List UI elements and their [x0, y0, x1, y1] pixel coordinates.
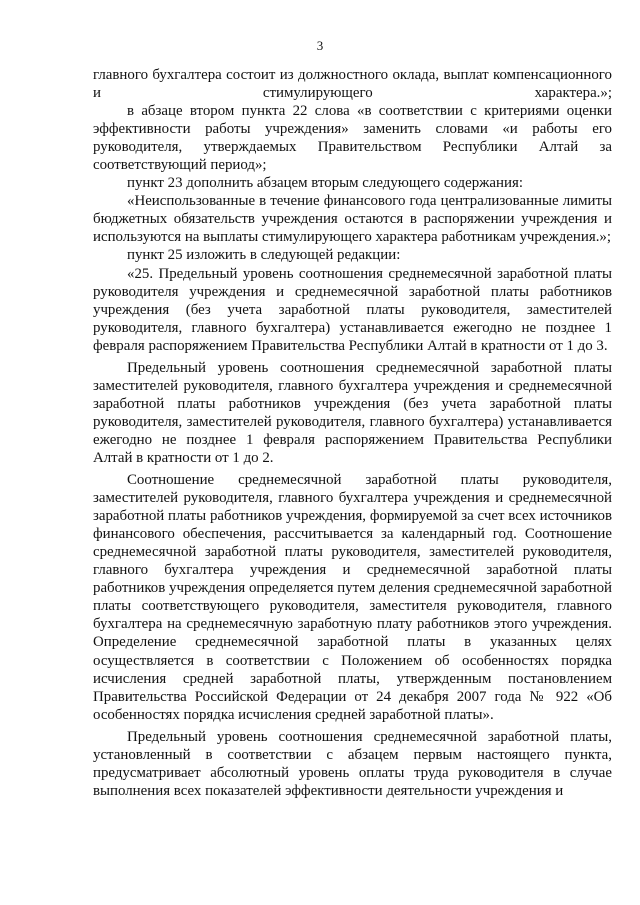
paragraph-p25-item: «25. Предельный уровень соотношения среднемесячной заработной платы руководителя учреждения и среднемесячной заработной платы работников учреждения (без учета заработной платы руководителя, заместителей руководителя, главного бухгалтера) устанавливается ежегодно не позднее 1 февраля распоряжением Правительства Республики Алтай в кратности от 1 до 3.	[93, 265, 612, 354]
paragraph-amend-p23: пункт 23 дополнить абзацем вторым следующего содержания:	[127, 175, 523, 192]
paragraph-amend-p22: в абзаце втором пункта 22 слова «в соответствии с критериями оценки эффективности работы учреждения» заменить словами «и работы его руководителя, утверждаемых Правительством Республики Алтай за соответствующий период»;	[93, 103, 612, 174]
paragraph-max-level: Предельный уровень соотношения среднемесячной заработной платы, установленный в соответствии с абзацем первым настоящего пункта, предусматривает абсолютный уровень оплаты труда руководителя в случае выполнения всех показателей эффективности деятельности учреждения и	[93, 728, 612, 799]
paragraph-amend-p25: пункт 25 изложить в следующей редакции:	[127, 247, 401, 264]
paragraph-ratio-calculation: Соотношение среднемесячной заработной платы руководителя, заместителей руководителя, главного бухгалтера учреждения и среднемесячной заработной платы работников учреждения, формируемой за счет всех источников финансового обеспечения, рассчитывается за календарный год. Соотношение среднемесячной заработной платы руководителя, заместителей руководителя, главного бухгалтера учреждения и среднемесячной заработной платы работников учреждения определяется путем деления среднемесячной заработной платы соответствующего руководителя, заместителя руководителя, главного бухгалтера на среднемесячную заработную плату работников этого учреждения. Определение среднемесячной заработной платы в указанных целях осуществляется в соответствии с Положением об особенностях порядка исчисления средней заработной платы, утвержденным постановлением Правительства Российской Федерации от 24 декабря 2007 года № 922 «Об особенностях порядка исчисления средней заработной платы».	[93, 472, 612, 723]
paragraph-deputy-ratio: Предельный уровень соотношения среднемесячной заработной платы заместителей руководителя, главного бухгалтера учреждения и среднемесячной заработной платы работников учреждения (без учета заработной платы руководителя, заместителей руководителя, главного бухгалтера) устанавливается ежегодно не позднее 1 февраля распоряжением Правительства Республики Алтай в кратности от 1 до 2.	[93, 359, 612, 466]
document-body	[93, 66, 612, 800]
paragraph-continuation: главного бухгалтера состоит из должностного оклада, выплат компенсационного и стимулирующего характера.»;	[93, 67, 612, 102]
paragraph-p23-new-text: «Неиспользованные в течение финансового года централизованные лимиты бюджетных обязательств учреждения остаются в распоряжении учреждения и используются на выплаты стимулирующего характера работникам учреждения.»;	[93, 193, 612, 246]
page-number: 3	[316, 38, 324, 53]
